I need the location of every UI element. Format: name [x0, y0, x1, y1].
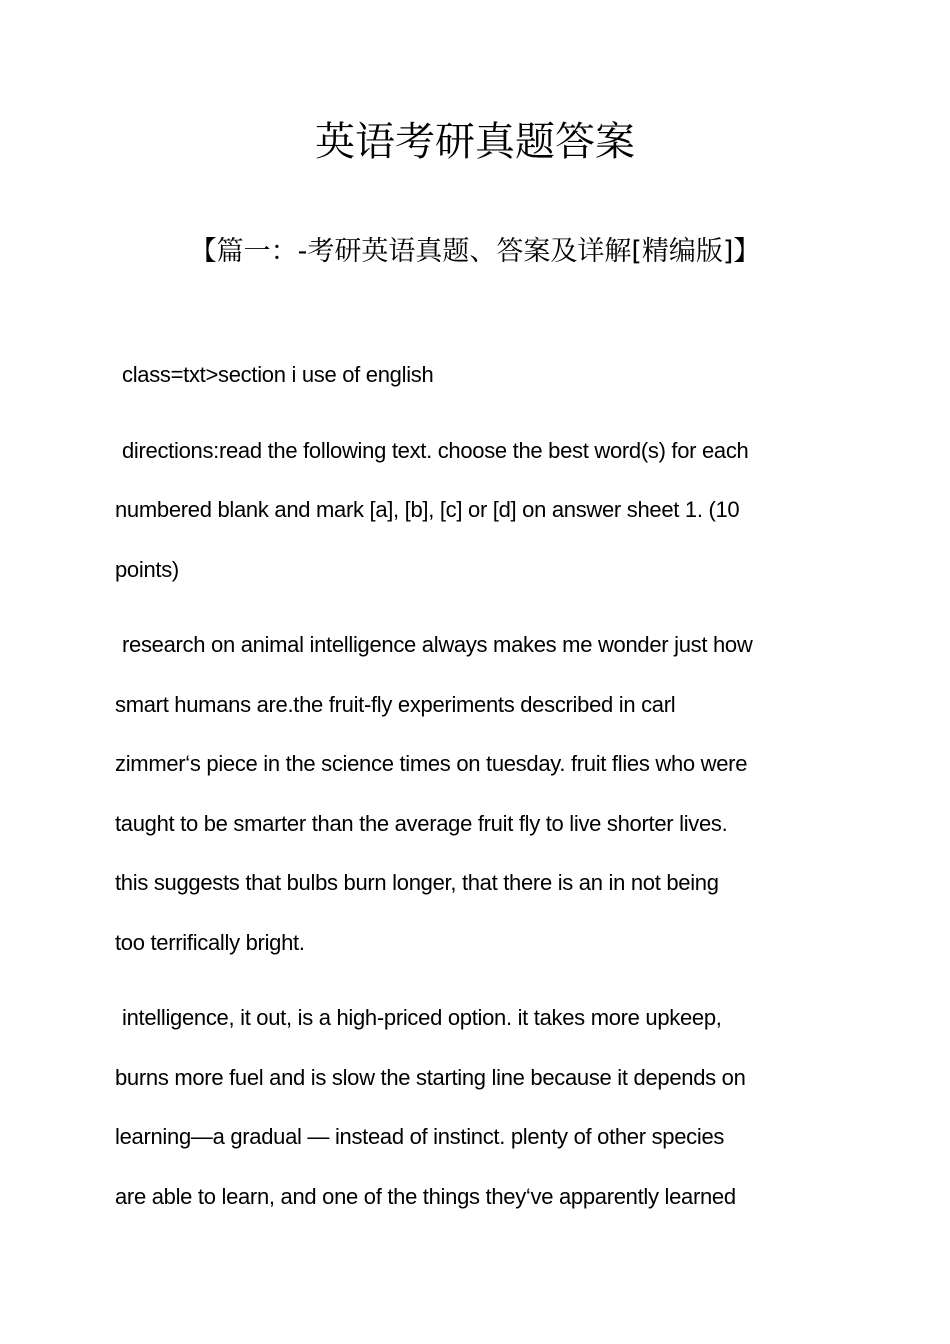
paragraph-line: burns more fuel and is slow the starting line because it depends on [115, 1064, 746, 1090]
paragraph-line: intelligence, it out, is a high-priced option. it takes more upkeep, [122, 1005, 722, 1030]
document-body [115, 345, 835, 1242]
paragraph-line: zimmer‘s piece in the science times on tuesday. fruit flies who were [115, 751, 748, 776]
paragraph-section-heading [115, 345, 835, 405]
paragraph-line: class=txt>section i use of english [122, 362, 434, 387]
document-subtitle: 【篇一：-考研英语真题、答案及详解[精编版]】 [189, 236, 761, 267]
paragraph-line: directions:read the following text. choose the best word(s) for each [122, 437, 749, 463]
paragraph-line: taught to be smarter than the average fruit fly to live shorter lives. [115, 810, 728, 836]
document-title: 英语考研真题答案 [315, 119, 635, 165]
paragraph-line: this suggests that bulbs burn longer, that there is an in not being [115, 870, 719, 895]
paragraph-line: research on animal intelligence always makes me wonder just how [122, 632, 753, 657]
paragraph-directions [115, 421, 835, 600]
paragraph-passage-2 [115, 988, 835, 1226]
paragraph-line: numbered blank and mark [a], [b], [c] or [d] on answer sheet 1. (10 [115, 497, 740, 522]
paragraph-line: smart humans are.the fruit-fly experiments described in carl [115, 691, 676, 717]
paragraph-line: too terrifically bright. [115, 929, 305, 955]
paragraph-passage-1 [115, 615, 835, 972]
paragraph-line: learning—a gradual — instead of instinct. plenty of other species [115, 1124, 725, 1149]
paragraph-line: points) [115, 556, 179, 582]
paragraph-line: are able to learn, and one of the things they‘ve apparently learned [115, 1183, 736, 1209]
